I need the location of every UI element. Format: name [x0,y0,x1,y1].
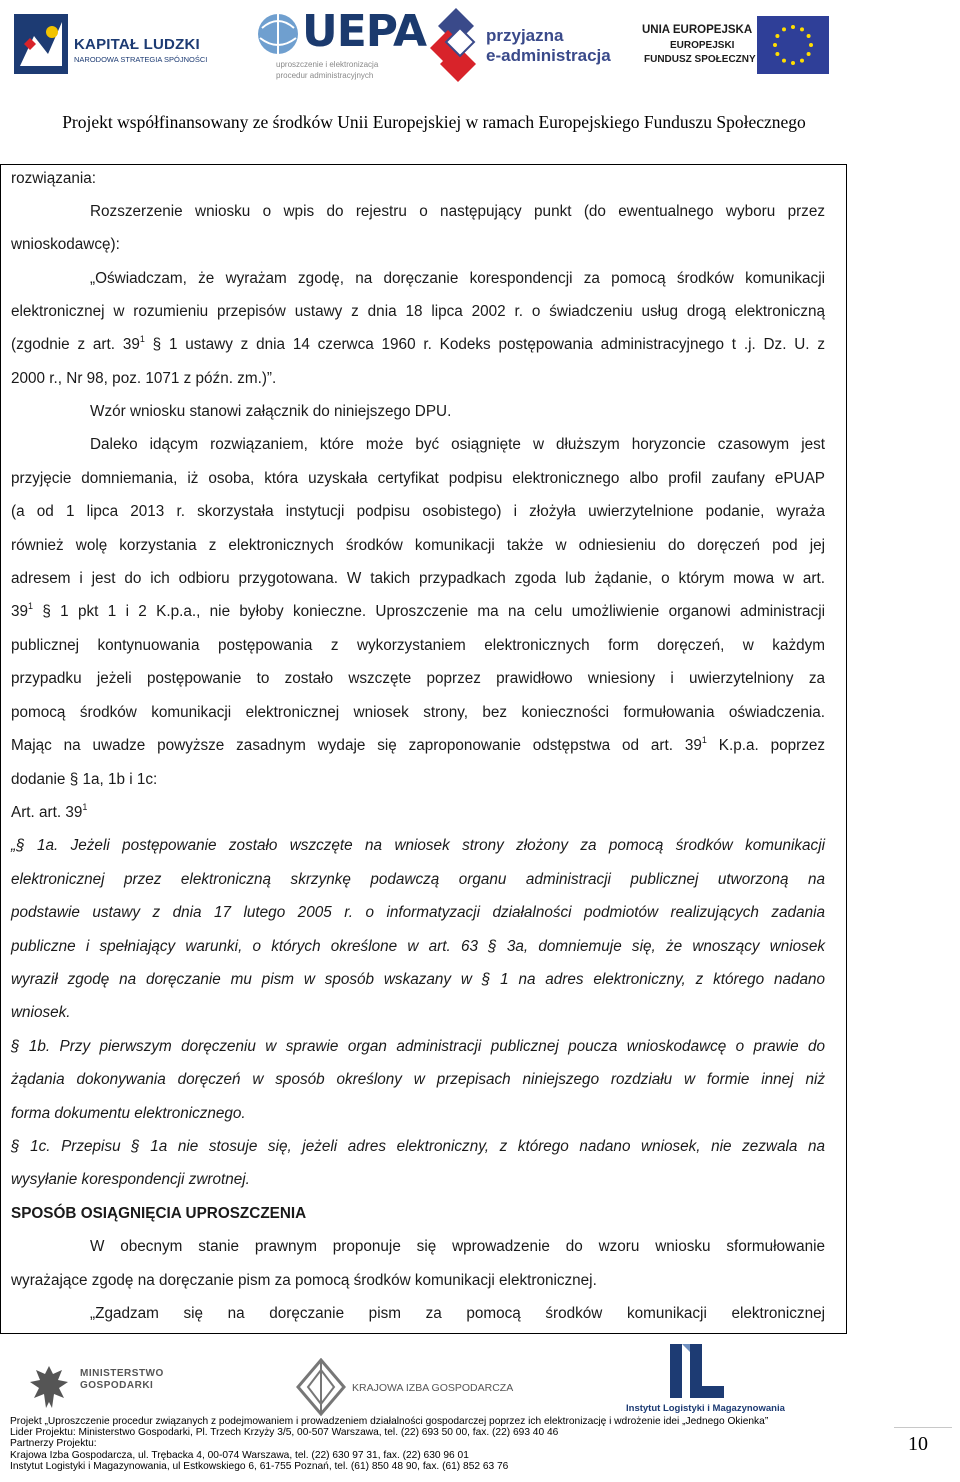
footer-project-line: Projekt „Uproszczenie procedur związanych z podejmowaniem i prowadzeniem działalności gospodarczej poprzez ich elektronizację i wdrożenie idei „Jednego Okienka” [10,1416,769,1427]
text-line: Daleko idącym rozwiązaniem, które może być osiągnięte w dłuższym horyzoncie czasowym jest [90,436,825,453]
text-line: Wzór wniosku stanowi załącznik do niniejszego DPU. [90,403,452,420]
footer-info [10,1416,840,1472]
kig-name: KRAJOWA IZBA GOSPODARCZA [352,1382,514,1394]
ilim-name: Instytut Logistyki i Magazynowania [626,1403,785,1414]
page-number: 10 [908,1433,928,1455]
content-box [0,164,847,1334]
text-line: Rozszerzenie wniosku o wpis do rejestru o następujący punkt (do ewentualnego wyboru przez [90,203,825,220]
section-heading: SPOSÓB OSIĄGNIĘCIA UPROSZCZENIA [11,1205,307,1222]
footer-partner-ilim: Instytut Logistyki i Magazynowania, ul Estkowskiego 6, 61-755 Poznań, tel. (61) 850 48 90, fax. (61) 852 63 76 [10,1460,509,1472]
footer-leader-line: Lider Projektu: Ministerstwo Gospodarki, Pl. Trzech Krzyży 3/5, 00-507 Warszawa, tel. (22) 693 50 00, fax. (22) 693 40 46 [10,1427,559,1439]
text-line: przyjęcie domniemania, iż osoba, która uzyskała certyfikat podpisu elektronicznego albo profil zaufany ePUAP [11,470,825,487]
text-line: publiczne i spełniający warunki, o których określone w art. 63 § 3a, domniemuje się, że wnoszący wniosek [11,938,825,955]
text-line: wyrażające zgodę na doręczanie pism za pomocą środków komunikacji elektronicznej. [11,1272,597,1289]
text-line: podstawie ustawy z dnia 17 lutego 2005 r. o informatyzacji działalności podmiotów realizujących zadania [11,904,825,921]
text-line: „Oświadczam, że wyrażam zgodę, na doręczanie korespondencji za pomocą środków komunikacji [90,270,825,287]
kapital-ludzki-title: KAPITAŁ LUDZKI [74,36,200,53]
uepa-title: UEPA [302,6,427,57]
uepa-subtitle-2: procedur administracyjnych [276,71,374,80]
text-line: 2000 r., Nr 98, poz. 1071 z późn. zm.)”. [11,370,277,387]
text-line: wysyłanie korespondencji zwrotnej. [11,1171,250,1188]
text-line: przypadku jeżeli postępowanie to zostało wszczęte poprzez prawidłowo wniesiony i uwierzytelniony za [11,670,825,687]
text-line: rozwiązania: [11,170,97,187]
text-line: pomocą środków komunikacji elektronicznej wniosek strony, bez konieczności formułowania oświadczenia. [11,704,825,721]
text-line: również wolę korzystania z elektronicznych środków komunikacji także w odniesieniu do doręczeń pod jej [11,537,825,554]
eu-subtitle-1: EUROPEJSKI [670,40,735,51]
przyjazna-e-administracja-logo [430,6,620,86]
ilim-logo [622,1340,792,1420]
text-line: adresem i jest do ich odbioru przygotowana. W takich przypadkach zgoda lub żądanie, o którym mowa w art. [11,570,825,587]
text-line: $39^1$ § 1 pkt 1 i 2 K.p.a., nie byłoby konieczne. Uproszczenie ma na celu umożliwienie organowi administracji [11,601,825,620]
eagle-emblem-icon [26,1362,72,1412]
krajowa-izba-gospodarcza-logo [296,1358,516,1416]
text-line: § 1b. Przy pierwszym doręczeniu w sprawie organ administracji publicznej poucza wnioskodawcę o prawie do [11,1038,825,1055]
text-line: W obecnym stanie prawnym proponuje się wprowadzenie do wzoru wniosku sformułowanie [90,1238,825,1255]
eu-logo [630,16,830,76]
pea-title-2: e-administracja [486,46,611,65]
text-line: elektronicznej przez elektroniczną skrzynkę podawczą organu administracji publicznej utworzoną na [11,871,825,888]
eu-subtitle-2: FUNDUSZ SPOŁECZNY [644,54,756,65]
project-cofinancing-line: Projekt współfinansowany ze środków Unii Europejskiej w ramach Europejskiego Funduszu Społecznego [62,112,806,132]
text-line: „§ 1a. Jeżeli postępowanie zostało wszczęte na wniosek strony złożony za pomocą środków komunikacji [11,837,825,854]
ministerstwo-gospodarki-logo [26,1362,164,1412]
uepa-globe-icon [256,8,304,64]
uepa-logo [256,6,427,86]
kapital-ludzki-emblem-icon [14,14,68,74]
text-line: forma dokumentu elektronicznego. [11,1105,246,1122]
eu-flag-icon [757,16,829,74]
footer-partners-label: Partnerzy Projektu: [10,1438,97,1450]
text-line: Mając na uwadze powyższe zasadnym wydaje się zaproponowanie odstępstwa od art. $39^1$ K.p.a. poprzez [11,735,826,754]
text-line: wniosek. [11,1004,71,1021]
pea-title-1: przyjazna [486,26,564,45]
mg-line-1: MINISTERSTWO [80,1368,164,1379]
text-line: § 1c. Przepisu § 1a nie stosuje się, jeżeli adres elektroniczny, z którego nadano wniosek, nie zezwala na [11,1138,825,1155]
pea-puzzle-icon [430,6,486,84]
text-line: dodanie § 1a, 1b i 1c: [11,771,158,788]
footer-partner-kig: Krajowa Izba Gospodarcza, ul. Trębacka 4, 00-074 Warszawa, tel. (22) 630 97 31, fax. (22) 630 96 01 [10,1449,469,1461]
uepa-subtitle-1: uproszczenie i elektronizacja [276,60,379,69]
text-line: „Zgadzam się na doręczanie pism za pomocą środków komunikacji elektronicznej [90,1305,825,1322]
kig-emblem-icon [296,1358,346,1416]
kapital-ludzki-logo [14,14,214,76]
text-line: (a od 1 lipca 2013 r. skorzystała instytucji podpisu osobistego) i złożyła uwierzytelnione podanie, wyraża [11,503,825,520]
text-line: wnioskodawcę): [11,236,120,253]
mg-line-2: GOSPODARKI [80,1380,154,1391]
text-line: żądania dokonywania doręczeń w sposób określony w przepisach niniejszego rozdziału w formie innej niż [11,1071,825,1088]
ilim-emblem-icon [660,1340,730,1402]
text-line: wyraził zgodę na doręczanie mu pism w sposób wskazany w § 1 na adres elektroniczny, z którego nadano [11,971,825,988]
eu-title: UNIA EUROPEJSKA [642,24,753,36]
page-number-divider [894,1427,952,1428]
article-heading: Art. art. $39^1$ [11,802,88,821]
text-line: elektronicznej w rozumieniu przepisów ustawy z dnia 18 lipca 2002 r. o świadczeniu usług drogą elektroniczną [11,303,825,320]
text-line: (zgodnie z art. $39^1$ § 1 ustawy z dnia 14 czerwca 1960 r. Kodeks postępowania administracyjnego t .j. Dz. U. z [11,334,825,353]
text-line: publicznej kontynuowania postępowania z wykorzystaniem elektronicznych form doręczeń, w każdym [11,637,825,654]
kapital-ludzki-subtitle: NARODOWA STRATEGIA SPÓJNOŚCI [74,55,208,64]
